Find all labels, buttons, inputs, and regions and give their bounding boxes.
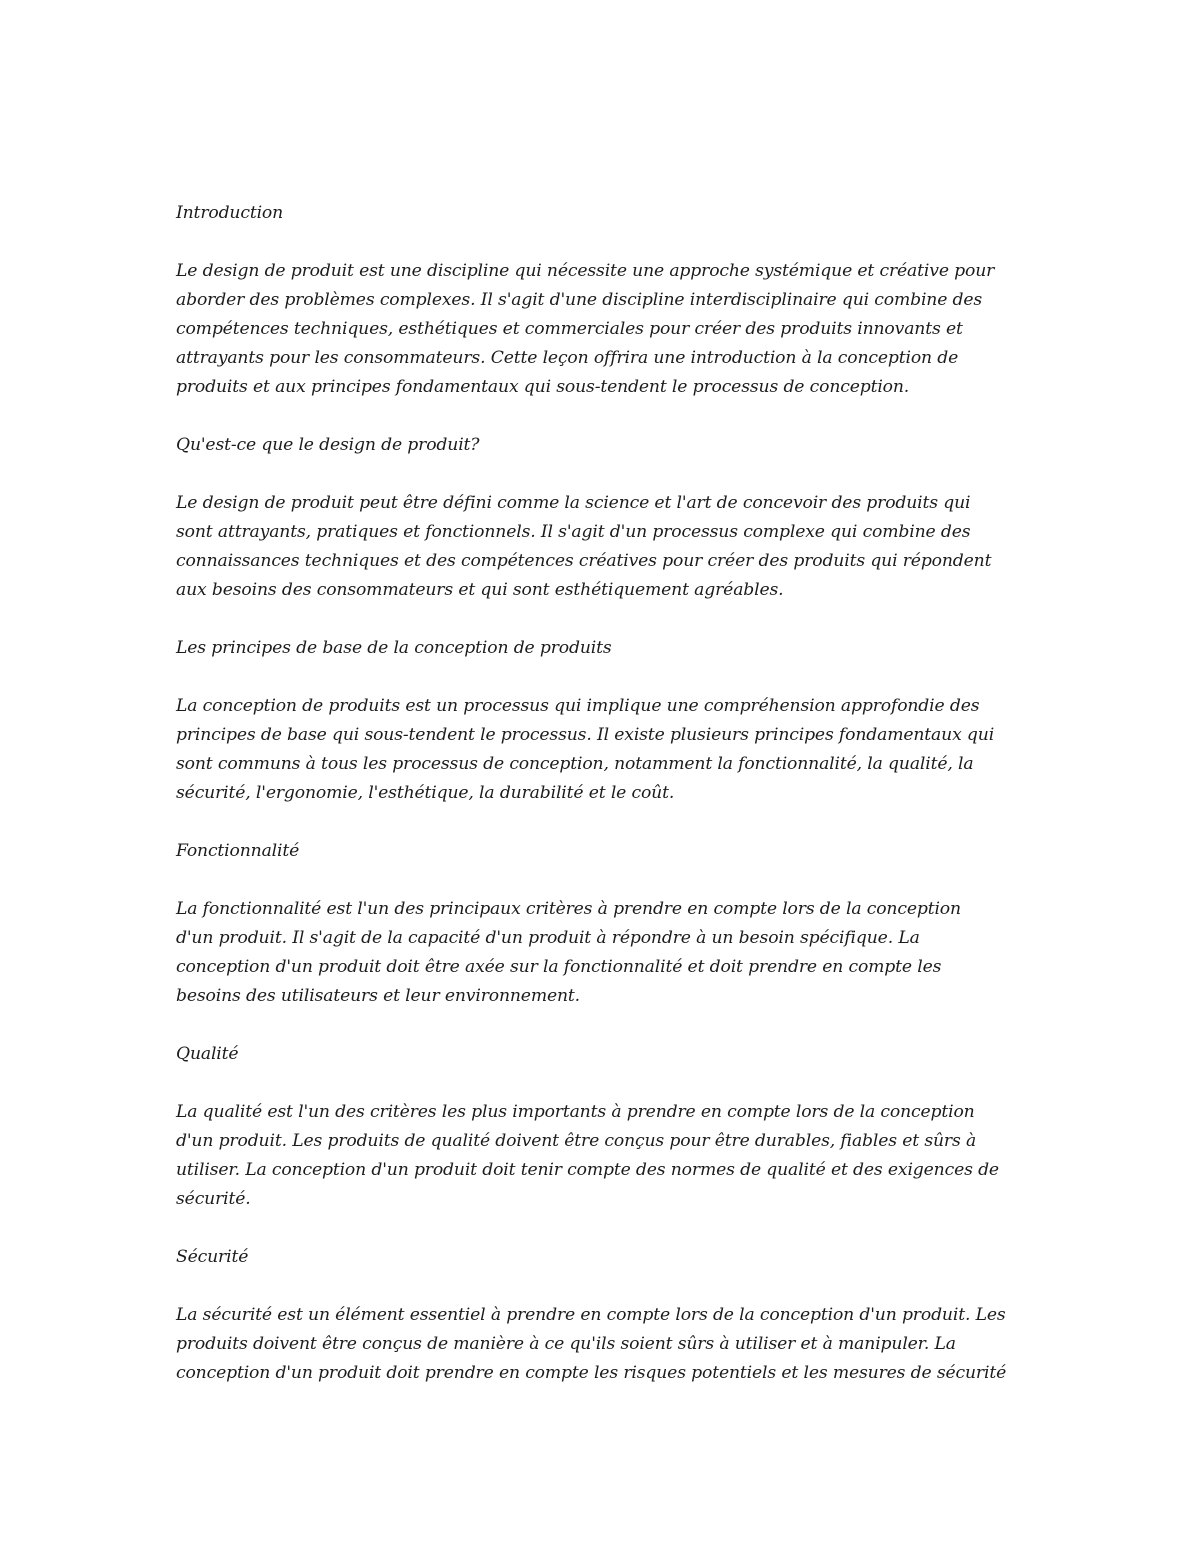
paragraph-line: sécurité. xyxy=(176,1189,251,1209)
paragraph-line: conception d'un produit doit être axée sur la fonctionnalité et doit prendre en compte les xyxy=(176,957,942,977)
paragraph-line: sont attrayants, pratiques et fonctionnels. Il s'agit d'un processus complexe qui combine des xyxy=(176,522,971,542)
paragraph-line: aborder des problèmes complexes. Il s'agit d'une discipline interdisciplinaire qui combine des xyxy=(176,290,983,310)
document-body xyxy=(176,199,1036,1417)
paragraph-what-is-design xyxy=(176,489,1036,605)
heading-text: Les principes de base de la conception de produits xyxy=(176,638,612,658)
paragraph-introduction xyxy=(176,257,1036,402)
paragraph-line: besoins des utilisateurs et leur environnement. xyxy=(176,986,580,1006)
paragraph-line: principes de base qui sous-tendent le processus. Il existe plusieurs principes fondamentaux qui xyxy=(176,725,995,745)
section-heading-quality xyxy=(176,1040,1036,1069)
paragraph-line: produits et aux principes fondamentaux qui sous-tendent le processus de conception. xyxy=(176,377,910,397)
section-heading-basic-principles xyxy=(176,634,1036,663)
paragraph-basic-principles xyxy=(176,692,1036,808)
heading-text: Introduction xyxy=(176,203,284,223)
heading-text: Qu'est-ce que le design de produit? xyxy=(176,435,480,455)
paragraph-line: Le design de produit est une discipline qui nécessite une approche systémique et créative pour xyxy=(176,261,995,281)
paragraph-line: connaissances techniques et des compétences créatives pour créer des produits qui répondent xyxy=(176,551,992,571)
paragraph-functionality xyxy=(176,895,1036,1011)
paragraph-line: conception d'un produit doit prendre en compte les risques potentiels et les mesures de sécurité xyxy=(176,1363,1007,1383)
paragraph-line: aux besoins des consommateurs et qui sont esthétiquement agréables. xyxy=(176,580,784,600)
paragraph-line: produits doivent être conçus de manière à ce qu'ils soient sûrs à utiliser et à manipuler. La xyxy=(176,1334,956,1354)
paragraph-line: sécurité, l'ergonomie, l'esthétique, la durabilité et le coût. xyxy=(176,783,675,803)
heading-text: Qualité xyxy=(176,1044,239,1064)
paragraph-line: compétences techniques, esthétiques et commerciales pour créer des produits innovants et xyxy=(176,319,963,339)
paragraph-line: La qualité est l'un des critères les plus importants à prendre en compte lors de la conception xyxy=(176,1102,975,1122)
section-heading-safety xyxy=(176,1243,1036,1272)
paragraph-line: sont communs à tous les processus de conception, notamment la fonctionnalité, la qualité, la xyxy=(176,754,974,774)
heading-text: Fonctionnalité xyxy=(176,841,300,861)
paragraph-quality xyxy=(176,1098,1036,1214)
paragraph-line: Le design de produit peut être défini comme la science et l'art de concevoir des produits qui xyxy=(176,493,971,513)
paragraph-safety xyxy=(176,1301,1036,1388)
paragraph-line: d'un produit. Il s'agit de la capacité d'un produit à répondre à un besoin spécifique. La xyxy=(176,928,920,948)
section-heading-functionality xyxy=(176,837,1036,866)
section-heading-what-is-design xyxy=(176,431,1036,460)
paragraph-line: attrayants pour les consommateurs. Cette leçon offrira une introduction à la conception de xyxy=(176,348,959,368)
heading-text: Sécurité xyxy=(176,1247,249,1267)
paragraph-line: d'un produit. Les produits de qualité doivent être conçus pour être durables, fiables et sûrs à xyxy=(176,1131,977,1151)
paragraph-line: La fonctionnalité est l'un des principaux critères à prendre en compte lors de la conception xyxy=(176,899,961,919)
paragraph-line: La sécurité est un élément essentiel à prendre en compte lors de la conception d'un produit. Les xyxy=(176,1305,1006,1325)
section-heading-introduction xyxy=(176,199,1036,228)
paragraph-line: La conception de produits est un processus qui implique une compréhension approfondie des xyxy=(176,696,980,716)
paragraph-line: utiliser. La conception d'un produit doit tenir compte des normes de qualité et des exigences de xyxy=(176,1160,999,1180)
